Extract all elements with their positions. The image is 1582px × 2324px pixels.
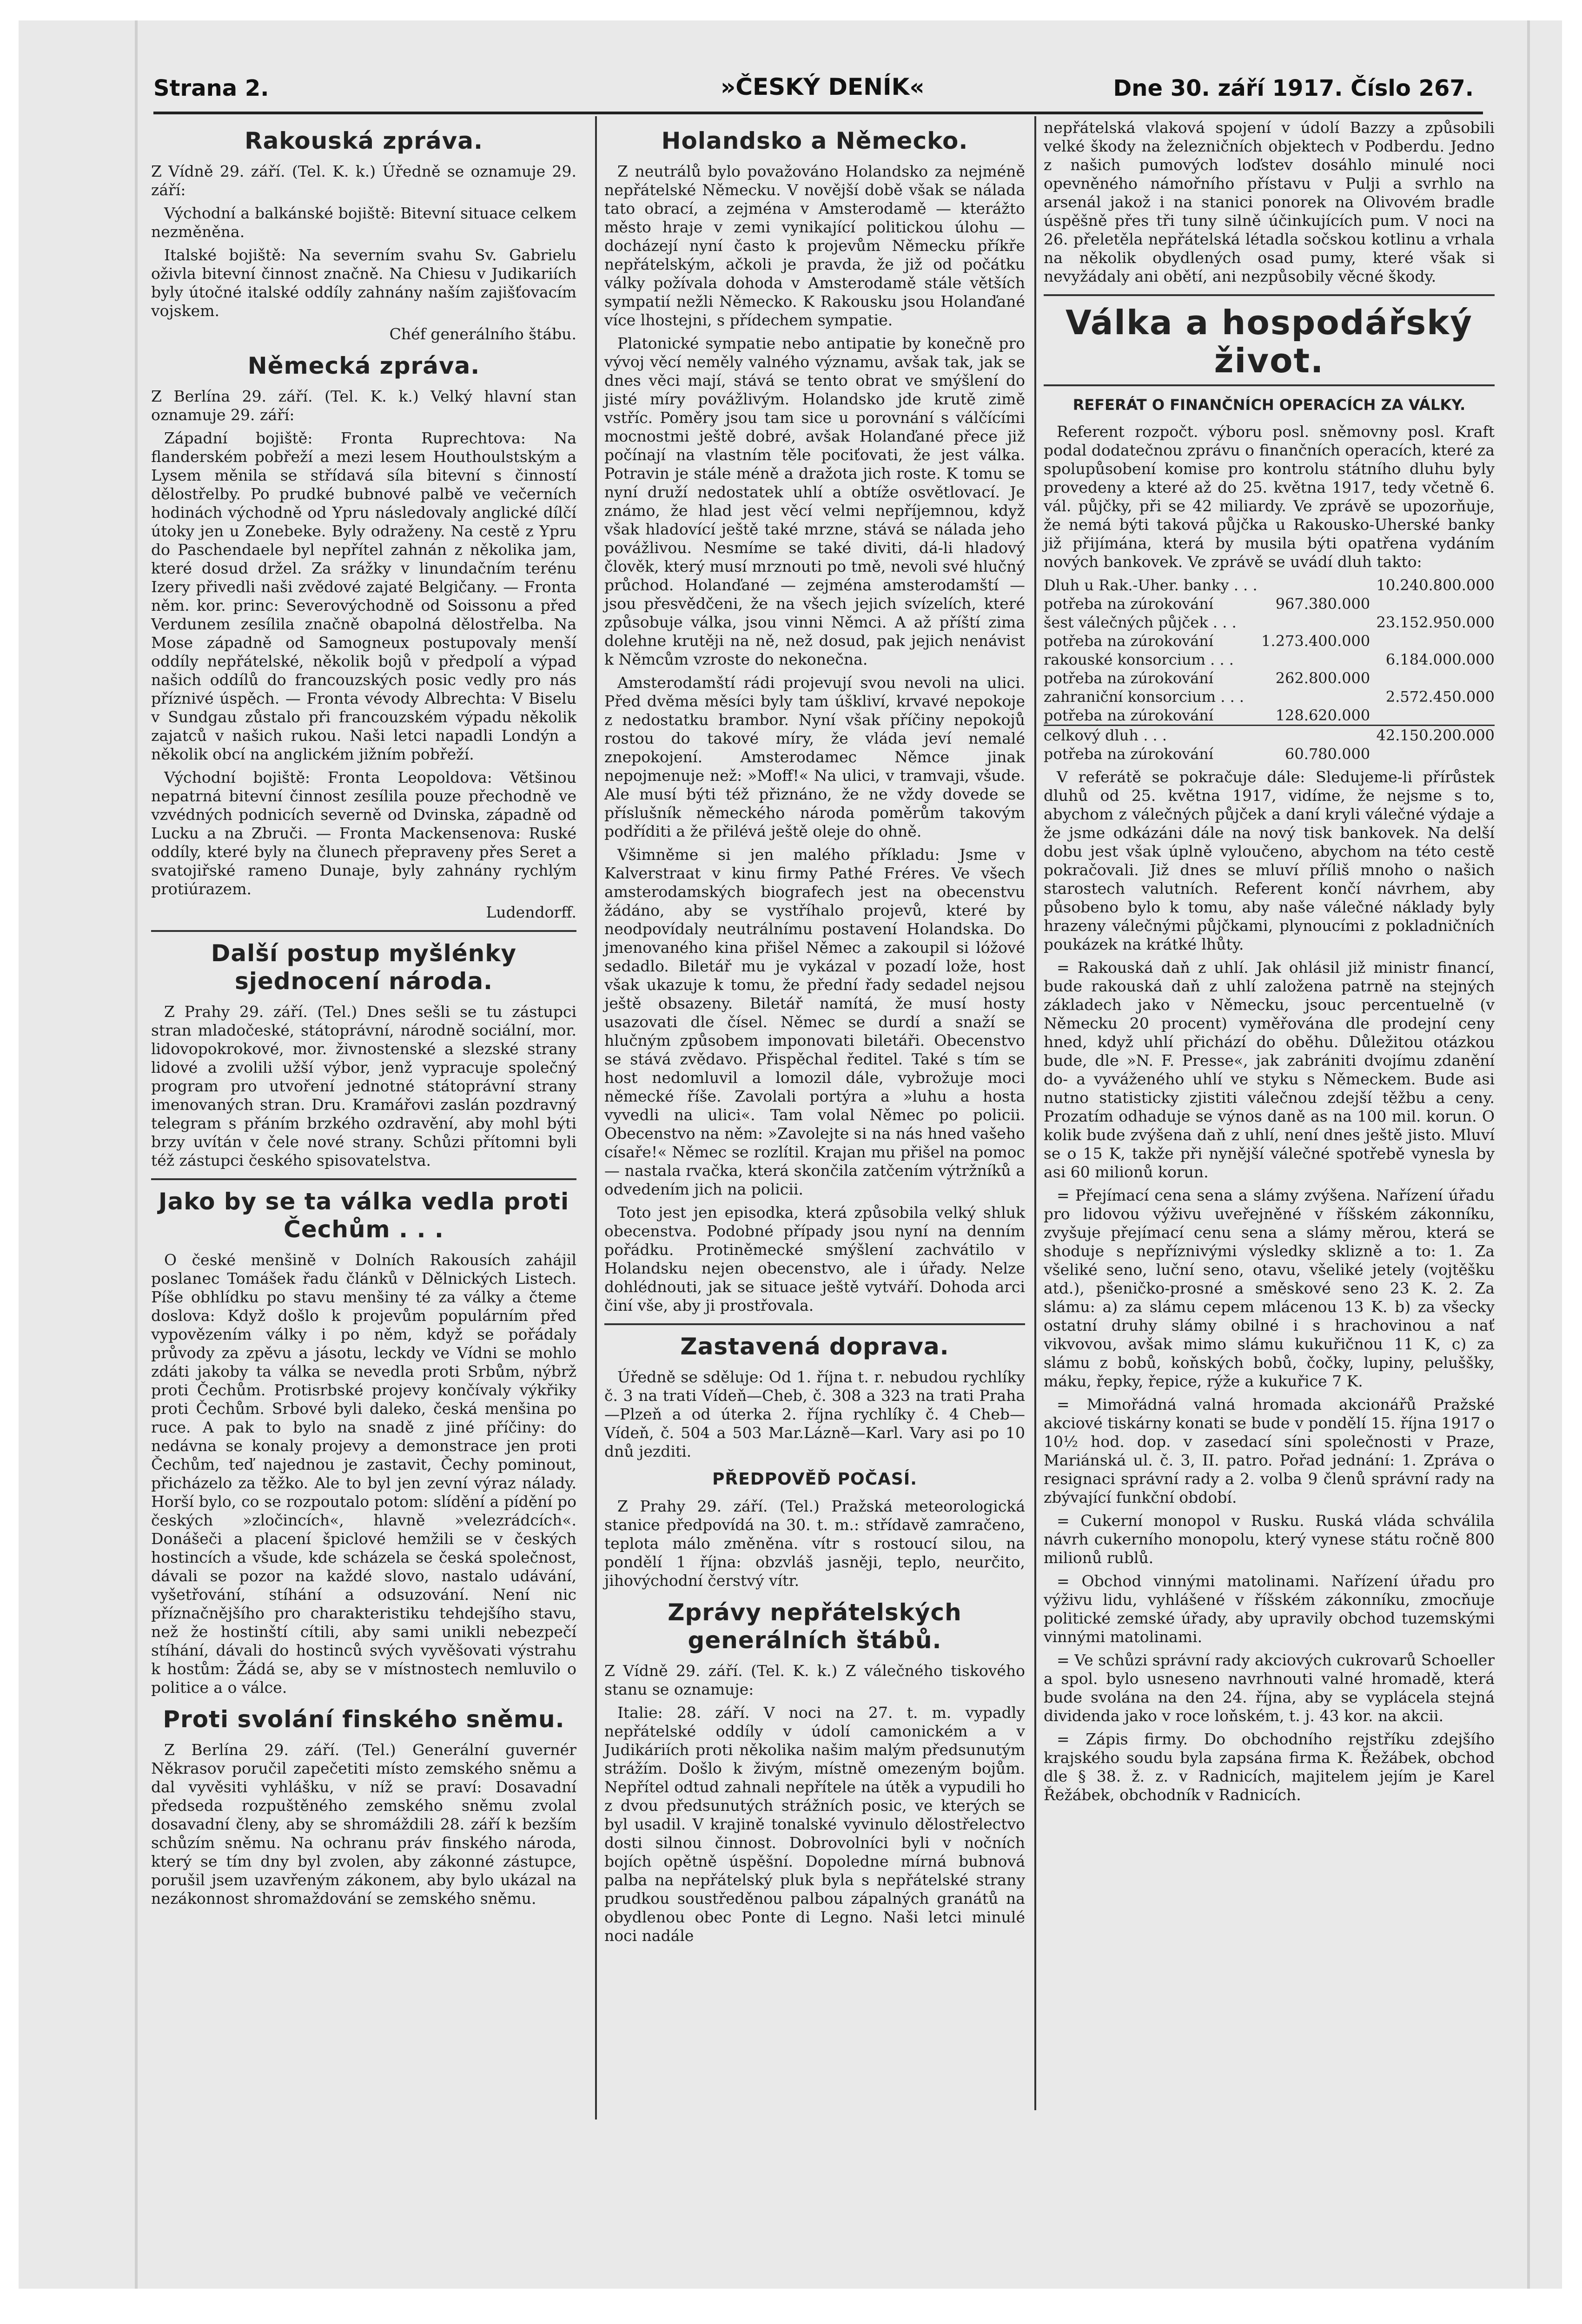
debt-table-label: potřeba na zúrokování bbox=[1044, 669, 1214, 687]
article-headline: Další postup myšlénky sjednocení národa. bbox=[151, 930, 576, 995]
article-paragraph: Z Berlína 29. září. (Tel. K. k.) Velký hlavní stan oznamuje 29. září: bbox=[151, 387, 576, 424]
news-item: = Přejímací cena sena a slámy zvýšena. Nařízení úřadu pro lidovou výživu uveřejněné v říšském zákonníku, zvyšuje přejímací cenu sena a slámy měrou, která se shoduje s nepříznivými výsledky sklizně a to: 1. Za všeliké seno, luční seno, otavu, všeliké jetely (vojtěšku atd.), pšeničko-prosné a směskové seno 23 K. 2. Za slámu: a) za slámu cepem mlácenou 13 K. b) za všecky ostatní druhy slámy obilné i s hrachovinou a nať vikvovou, avšak mimo slámu kukuřičnou 11 K, c) za slámu z bobů, koňských bobů, čočky, lupiny, peluššky, máku, řepky, řepice, rýže a kukuřice 7 K. bbox=[1044, 1186, 1495, 1390]
debt-table-row bbox=[1044, 726, 1495, 745]
article-paragraph: Z Prahy 29. září. (Tel.) Dnes sešli se tu zástupci stran mladočeské, státoprávní, národně sociální, mor. lidovopokrokové, mor. živnostenské a slezské strany lidové a zvolili užší výbor, jenž vypracuje společný program pro utvoření jednotné státoprávní strany imenovaných stran. Dru. Kramářovi zaslán pozdravný telegram s přáním brzkého ozdravění, aby mohl býti brzy uvítán v čele nové strany. Schůzi přítomni byli též zástupci českého spisovatelstva. bbox=[151, 1003, 576, 1169]
debt-table-row bbox=[1044, 594, 1495, 613]
article-paragraph: Toto jest jen episodka, která způsobila velký shluk obecenstva. Podobné případy jsou nyní na denním pořádku. Protiněmecké smýšlení zachvátilo v Holandsku nejen obecenstvo, ale i úřady. Nelze dohlédnouti, jak se situace ještě vytváří. Dohoda arci činí vše, aby ji prostřovala. bbox=[604, 1203, 1025, 1314]
scan-edge-right bbox=[1527, 20, 1530, 2289]
debt-table-mid: 262.800.000 bbox=[1275, 669, 1370, 687]
article-paragraph: Italské bojiště: Na severním svahu Sv. Gabrielu oživla bitevní činnost značně. Na Chiesu v Judikariích byly útočné italské oddíly zahnány naším zajišťovacím vojskem. bbox=[151, 246, 576, 320]
column-3 bbox=[1044, 119, 1495, 1809]
news-item: = Obchod vinnými matolinami. Nařízení úřadu pro výživu lidu, vyhlášené v říšském zákonníku, zmocňuje politické zemské úřady, aby upravily obchod tuzemskými vinnými matolinami. bbox=[1044, 1572, 1495, 1646]
debt-table-row bbox=[1044, 613, 1495, 632]
column-rule bbox=[595, 116, 597, 2119]
debt-table-amt: 23.152.950.000 bbox=[1376, 614, 1495, 631]
article-predpoved-pocasi bbox=[604, 1469, 1025, 1590]
article-headline: Jako by se ta válka vedla proti Čechům . . . bbox=[151, 1178, 576, 1243]
debt-table-row bbox=[1044, 706, 1495, 726]
article-signature: Ludendorff. bbox=[486, 903, 576, 921]
news-item: = Cukerní monopol v Rusku. Ruská vláda schválila návrh cukerního monopolu, který vynese státu ročně 800 milionů rublů. bbox=[1044, 1512, 1495, 1567]
column-rule bbox=[1034, 116, 1036, 2110]
debt-table-mid: 967.380.000 bbox=[1275, 595, 1370, 613]
debt-table-label: potřeba na zúrokování bbox=[1044, 706, 1260, 726]
article-headline: Proti svolání finského sněmu. bbox=[163, 1706, 565, 1733]
article-paragraph: Úředně se sděluje: Od 1. října t. r. nebudou rychlíky č. 3 na trati Vídeň—Cheb, č. 308 a 323 na trati Praha—Plzeň a od úterka 2. října rychlíky č. 4 Cheb—Vídeň, č. 504 a 503 Mar.Lázně—Karl. Vary asi po 10 dnů jezditi. bbox=[604, 1368, 1025, 1460]
debt-table-label: Dluh u Rak.-Uher. banky . . . bbox=[1044, 576, 1258, 594]
page-header bbox=[153, 70, 1474, 112]
article-headline: PŘEDPOVĚĎ POČASÍ. bbox=[712, 1470, 917, 1489]
header-rule bbox=[153, 112, 1483, 114]
debt-table-amt bbox=[1370, 594, 1495, 613]
debt-table-mid: 60.780.000 bbox=[1285, 745, 1370, 763]
debt-table-mid: 128.620.000 bbox=[1260, 706, 1370, 726]
news-item: = Rakouská daň z uhlí. Jak ohlásil již ministr financí, bude rakouská daň z uhlí založena patrně na stejných základech jako v Německu, jsouc percentuelně (v Německu 20 procent) vyměřována dle prodejní ceny hned, když uhlí přichází do oběhu. Důležitou otázkou bude, dle »N. F. Presse«, jak zabrániti dvojímu zdanění do- a vyváženého uhlí ve styku s Německem. Bude asi nutno statisticky zjistiti válečnou zdejší těžbu a ceny. Prozatím odhaduje se výnos daně as na 100 mil. korun. O kolik bude zvýšena daň z uhlí, není dnes ještě jisto. Mluví se o 15 K, takže při nynější válečné spotřebě vynesla by asi 60 milionů korun. bbox=[1044, 958, 1495, 1181]
debt-table-row bbox=[1044, 650, 1495, 669]
news-item: = Mimořádná valná hromada akcionářů Pražské akciové tiskárny konati se bude v pondělí 15. října 1917 o 10½ hod. dop. v zasedací síni společnosti v Praze, Mariánská ul. č. 3, II. patro. Pořad jednání: 1. Zpráva o resignaci správní rady a 2. volba 9 členů správní rady na zbývající funkční období. bbox=[1044, 1395, 1495, 1506]
debt-table-amt bbox=[1370, 706, 1495, 726]
article-paragraph: Z Berlína 29. září. (Tel.) Generální guvernér Někrasov poručil zapečetiti místo zemského sněmu a dal vyvěsiti vyhlášku, v níž se praví: Dosavadní předseda rozpuštěného zemského sněmu zvolal dosavadní členy, aby se shromáždili 28. září k bezším schůzím sněmu. Na ochranu práv finského národa, který se tím dny byl zvolen, aby zákonné zástupce, porušil jsem uzavřeným zákonem, aby bylo ukázal na nezákonnost shromaždování se zemského sněmu. bbox=[151, 1741, 576, 1908]
column-1 bbox=[151, 119, 576, 1913]
debt-table-mid bbox=[1260, 576, 1370, 594]
article-zpravy-nepratelskych bbox=[604, 1598, 1025, 1945]
article-jako-by-se-ta-valka bbox=[151, 1178, 576, 1697]
article-paragraph: Platonické sympatie nebo antipatie by konečně pro vývoj věcí neměly valného významu, avšak tak, jak se dnes věci mají, stává se tento obrat ve smýšlení do jisté míry povážlivým. Holandsko jde krutě zimě vstříc. Poměry jsou tam sice u porovnání s válčícími mocnostmi ještě dobré, avšak Holanďané přece již počínají na vlastním těle pociťovati, že jest válka. Potravin je stále méně a dražota jich roste. K tomu se nyní druží nedostatek uhlí a obtíže osvětlovací. Je známo, že hlad jest věcí velmi nepříjemnou, když však hladovící ještě také mrzne, stává se nálada jeho povážlivou. Nesmíme se také diviti, dá-li hladový člověk, který musí mrznouti po tmě, nevoli své hlučný průchod. Holanďané — zejména amsterodamští — jsou přesvědčeni, že na všech jejich svízelích, které způsobuje válka, jsou vinni Němci. A až příští zima dolehne krutěji na ně, než dosud, pak jejich nenávist k Němcům vzroste do nekonečna. bbox=[604, 334, 1025, 668]
debt-table-mid bbox=[1260, 650, 1370, 669]
news-item: = Ve schůzi správní rady akciových cukrovarů Schoeller a spol. bylo usneseno navrhnouti valné hromadě, která bude svolána na den 24. října, aby se vyplácela stejná dividenda jako v roce loňském, t. j. 43 kor. na akcii. bbox=[1044, 1651, 1495, 1725]
debt-table-mid bbox=[1260, 687, 1370, 706]
article-paragraph: V referátě se pokračuje dále: Sledujeme-li přírůstek dluhů od 25. května 1917, vidíme, že nejsme s to, abychom z válečných půjček a daní kryli válečné výdaje a že jsme odkázáni dále na nový tisk bankovek. Na delší dobu jest však úplně vyloučeno, abychom na této cestě pokračovali. Již dnes se mluví příliš mnoho o našich starostech valutních. Referent končí návrhem, aby působeno bylo k tomu, aby naše válečné náklady byly hrazeny válečnými půjčkami, plynoucími z pokladničních poukázek na krátké lhůty. bbox=[1044, 768, 1495, 953]
article-paragraph: Z Vídně 29. září. (Tel. K. k.) Úředně se oznamuje 29. září: bbox=[151, 162, 576, 199]
page-number: Strana 2. bbox=[153, 75, 269, 101]
debt-table-amt: 6.184.000.000 bbox=[1385, 651, 1495, 668]
article-paragraph: Z Prahy 29. září. (Tel.) Pražská meteorologická stanice předpovídá na 30. t. m.: střídavě zamračeno, teplota málo změněna. vítr s rostoucí silou, na pondělí 1 října: obzvláš jasněji, teplo, neurčito, jihovýchodní čerstvý vítr. bbox=[604, 1497, 1025, 1590]
debt-table-row bbox=[1044, 687, 1495, 706]
article-signature: Chéf generálního štábu. bbox=[389, 325, 576, 343]
debt-table-label: šest válečných půjček . . . bbox=[1044, 614, 1237, 631]
debt-table-row bbox=[1044, 576, 1495, 594]
debt-table-amt: 2.572.450.000 bbox=[1385, 688, 1495, 706]
article-headline: Německá zpráva. bbox=[247, 352, 480, 379]
debt-table-label: potřeba na zúrokování bbox=[1044, 745, 1214, 763]
article-headline: Holandsko a Německo. bbox=[661, 127, 968, 154]
debt-table-amt bbox=[1370, 745, 1495, 763]
article-nemecka-zprava bbox=[151, 352, 576, 922]
article-paragraph: Referent rozpočt. výboru posl. sněmovny posl. Kraft podal dodatečnou zprávu o finančních operacích, které za spolupůsobení komise pro kontrolu státního dluhu byly provedeny a které až do 25. května 1917, tedy včetně 6. vál. půjčky, při se 42 miliardy. Ve zprávě se upozorňuje, že nemá býti taková půjčka u Rakousko-Uherské banky již přijímána, která by musila býti opatřena vydáním nových bankovek. Ve zprávě se uvádí dluh takto: bbox=[1044, 423, 1495, 571]
debt-table-row bbox=[1044, 669, 1495, 687]
article-paragraph: O české menšině v Dolních Rakousích zahájil poslanec Tomášek řadu článků v Dělnických Listech. Píše obhlídku po stavu menšiny té za války a čteme doslova: Když došlo k projevům populárním před vypovězením války i po něm, když se pořádaly průvody za zpěvu a jásotu, leckdy ve Vídni se mohlo zdáti jakoby ta válka se nevedla proti Srbům, nýbrž proti Čechům. Protisrbské projevy končívaly výkřiky proti Čechům. Srbové byli daleko, česká menšina po ruce. A pak to bylo na snadě z jiné příčiny: do nedávna se konaly projevy a demonstrace jen proti Čechům, teď najednou je zastavit, Čechy pominout, přicházelo za těžko. Ale to byl jen zevní výraz nálady. Horší bylo, co se rozpoutalo potom: slídění a pídění po českých »zločincích«, hlavně »velezrádcích«. Donášeči a placení špiclové hemžili se v českých hostincích a všude, kde scházela se česká společnost, dávali se pozor na každé slovo, nastalo udávání, vyšetřování, stíhání a odsuzování. Není nic příznačnějšího pro charakteristiku tehdejšího stavu, než že hostinští cítili, aby sami unikli nebezpečí stíhání, dávali do hostinců svých vyvěšovati výstrahu k hostům: Žádá se, aby se v místnostech nemluvilo o politice a o válce. bbox=[151, 1251, 576, 1697]
article-paragraph: Východní a balkánské bojiště: Bitevní situace celkem nezměněna. bbox=[151, 204, 576, 241]
debt-table-label: potřeba na zúrokování bbox=[1044, 595, 1214, 613]
article-dalsi-postup bbox=[151, 930, 576, 1170]
article-headline: Zastavená doprava. bbox=[604, 1323, 1025, 1360]
news-items bbox=[1044, 958, 1495, 1804]
news-item: = Zápis firmy. Do obchodního rejstříku zdejšího krajského soudu byla zapsána firma K. Řežábek, obchod dle § 38. ž. z. v Radnicích, majitelem jejím je Karel Řežábek, obchodník v Radnicích. bbox=[1044, 1730, 1495, 1804]
debt-table-row bbox=[1044, 745, 1495, 763]
article-proti-svolani bbox=[151, 1705, 576, 1908]
article-paragraph: Východní bojiště: Fronta Leopoldova: Většinou nepatrná bitevní činnost zesílila pouze přechodně ve vzvédných podnicích severně od Dvinska, západně od Lucku a na Zbruči. — Fronta Mackensenova: Ruské oddíly, které byly na člunech přepraveny přes Seret a svatojiřské rameno Dunaje, byly zahnány rychlým protiúrazem. bbox=[151, 768, 576, 898]
scan-edge-left bbox=[135, 20, 138, 2289]
article-paragraph: Italie: 28. září. V noci na 27. t. m. vypadly nepřátelské oddíly v údolí camonickém a v Judikáriích proti několika našim malým předsunutým strážím. Došlo k živým, místně omezeným bojům. Nepřítel odtud zahnali nepřítele na útěk a vypudili ho z dvou předsunutých strážních posic, ve kterých se byl usadil. V krajině tonalské vyvinulo dělostřelectvo dosti silnou činnost. Dobrovolníci byli v nočních bojích opětně úspěšní. Dopoledne mírná bubnová palba na nepřátelský pluk byla s nepřátelské strany prudkou soustředěnou palbou zápalných granátů na obydlenou obec Ponte di Legno. Naši letci minulé noci nadále bbox=[604, 1703, 1025, 1945]
newspaper-title: »ČESKÝ DENÍK« bbox=[721, 73, 925, 100]
article-subheadline: REFERÁT O FINANČNÍCH OPERACÍCH ZA VÁLKY. bbox=[1072, 396, 1466, 414]
debt-table-mid: 1.273.400.000 bbox=[1261, 632, 1370, 650]
debt-table-label: zahraniční konsorcium . . . bbox=[1044, 688, 1244, 706]
debt-table-mid bbox=[1260, 726, 1370, 745]
article-paragraph: Všimněme si jen malého příkladu: Jsme v Kalverstraat v kinu firmy Pathé Fréres. Ve všech amsterodamských biografech jest na obecenstvu žádáno, aby se vystříhalo projevů, které by neodpovídaly neutrálnímu postavení Holandska. Do jmenovaného kina přišel Němec a zakoupil si lóžové sedadlo. Biletář mu je vykázal v pozadí lože, host však ukazuje k tomu, že přední řady sedadel nejsou ještě obsazeny. Biletář namítá, že musí hosty usazovati dle čísel. Němec se durdí a snaží se hlučným způsobem imponovati biletáři. Obecenstvo se stává zvědavo. Přispěchal ředitel. Také s tím se host nedomluvil a lomozil dále, vybrožuje moci německé říše. Zavolali portýra a »luhu a hosta vyvedli na ulici«. Tam volal Němec po policii. Obecenstvo na něm: »Zavolejte si na nás hned vašeho císaře!« Němec se rozlítil. Krajan mu přišel na pomoc — nastala rvačka, která skončila zatčením výtržníků a odvedením jich na policii. bbox=[604, 845, 1025, 1198]
article-paragraph: nepřátelská vlaková spojení v údolí Bazzy a způsobili velké škody na železničních objektech v Podberdu. Jedno z našich pumových loďstev dosáhlo minulé noci opevněného námořního přístavu v Pulji a svrhlo na arsenál jakož i na stanici ponorek na Olivovém bradle úspěšně přes tři tuny silně účinkujících pum. V noci na 26. přeletěla nepřátelská létadla sočskou kotlinu a vrhala na několik obydlených osad pumy, které však si nevyžádaly ani obětí, ani nezpůsobily věcné škody. bbox=[1044, 119, 1495, 285]
debt-table-amt: 42.150.200.000 bbox=[1376, 726, 1495, 744]
article-paragraph: Amsterodamští rádi projevují svou nevoli na ulici. Před dvěma měsíci byly tam úškliví, krvavé nepokoje z nedostatku brambor. Nyní však příčiny nepokojů rostou do takové míry, že vláda jeví nemalé znepokojení. Amsterodamec Němce jinak nepojmenuje než: »Moff!« Na ulici, v tramvaji, všude. Ale musí býti též přiznáno, že ne vždy dovede se příslušník německého národa poměrům takovým podříditi a že přilévá ještě oleje do ohně. bbox=[604, 673, 1025, 840]
article-headline: Zprávy nepřátelských generálních štábů. bbox=[668, 1599, 962, 1654]
column-2 bbox=[604, 119, 1025, 1950]
debt-table-mid bbox=[1260, 613, 1370, 632]
article-continuation bbox=[1044, 119, 1495, 286]
article-valka-a-hospodarsky-zivot bbox=[1044, 294, 1495, 954]
debt-table-label: rakouské konsorcium . . . bbox=[1044, 651, 1234, 668]
article-paragraph: Z neutrálů bylo považováno Holandsko za nejméně nepřátelské Německu. V novější době však se nálada tato obrací, a zejména v Amsterodamě — kterážto město hraje v zemi vynikající politickou úlohu — docházejí nyní často k projevům Německu příkře nepřátelským, ačkoli je pravda, že již od počátku války požívala dohoda v Amsterodamě stále větších sympatií nežli Německo. K Rakousku jsou Holanďané více lhostejni, s přídechem sympatie. bbox=[604, 162, 1025, 329]
debt-table-label: celkový dluh . . . bbox=[1044, 726, 1167, 744]
debt-table-row bbox=[1044, 632, 1495, 650]
article-zastavena-doprava bbox=[604, 1323, 1025, 1461]
issue-date: Dne 30. září 1917. Číslo 267. bbox=[1113, 75, 1474, 101]
section-headline: Válka a hospodářský život. bbox=[1044, 294, 1495, 386]
article-paragraph: Západní bojiště: Fronta Ruprechtova: Na flanderském pobřeží a mezi lesem Houthoulstským a Lysem měnila se střídavá síla bitevní s činností dělostřelby. Po prudké bubnové palbě ve večerních hodinách východně od Ypru následovaly anglické dílčí útoky jen u Zonebeke. Byly odraženy. Na cestě z Ypru do Paschendaele byl nepřítel zahnán z několika jam, které dosud držel. Za srážky v linundačním terénu Izery přivedli naši zvědové zajaté Belgičany. — Fronta něm. kor. princ: Severovýchodně od Soissonu a před Verdunem zesílila značně obapolná dělostřelba. Na Mose západně od Samogneux postupovaly menší oddíly nepřátelské, několik bojů v předpolí a výpad našich oddílů do francouzských posic vedly pro nás příznivé úspěch. — Fronta vévody Albrechta: V Biselu v Sundgau zůstalo při francouzském výpadu několik zajatců v našich rukou. Naši letci napadli Londýn a několik obcí na anglickém jižním pobřeží. bbox=[151, 429, 576, 763]
debt-table-amt bbox=[1370, 632, 1495, 650]
debt-table-amt: 10.240.800.000 bbox=[1376, 576, 1495, 594]
article-headline: Rakouská zpráva. bbox=[245, 127, 483, 154]
debt-table-label: potřeba na zúrokování bbox=[1044, 632, 1214, 650]
article-rakouska-zprava bbox=[151, 127, 576, 343]
debt-table bbox=[1044, 576, 1495, 763]
article-paragraph: Z Vídně 29. září. (Tel. K. k.) Z válečného tiskového stanu se oznamuje: bbox=[604, 1662, 1025, 1698]
article-holandsko-a-nemecko bbox=[604, 127, 1025, 1315]
debt-table-amt bbox=[1370, 669, 1495, 687]
